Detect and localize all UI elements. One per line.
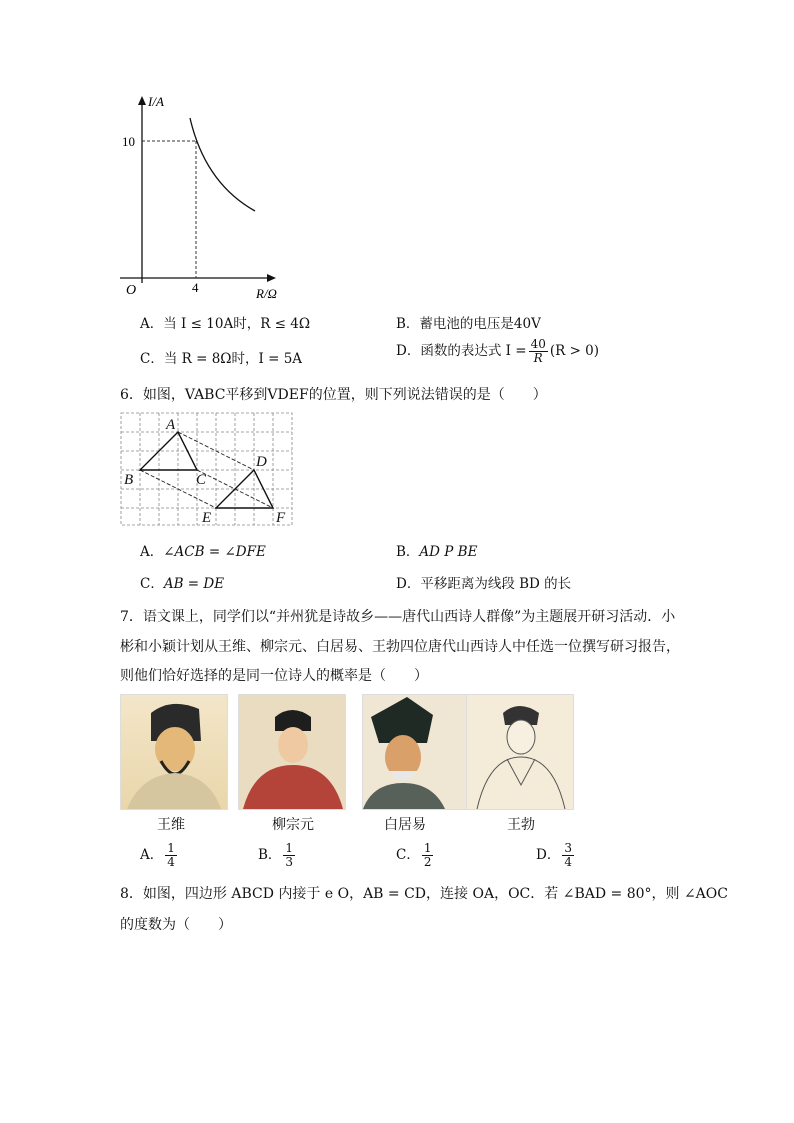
translation-grid-figure — [118, 410, 298, 530]
portrait-bai-juyi — [362, 694, 470, 810]
q7-option-a[interactable] — [140, 842, 179, 869]
option-letter: A． — [140, 544, 164, 560]
option-letter: D． — [396, 576, 421, 592]
q7-option-b[interactable] — [258, 842, 297, 869]
option-letter: B． — [396, 316, 420, 332]
option-text: 当 R = 8Ω时，I = 5A — [163, 351, 303, 367]
poet-name-1: 王维 — [157, 817, 185, 833]
current-resistance-graph — [110, 88, 310, 303]
q5-option-c[interactable] — [140, 347, 302, 367]
option-letter: A． — [140, 316, 164, 332]
origin-label: O — [126, 283, 137, 298]
portrait-liu-zongyuan — [238, 694, 346, 810]
q7-stem-line1: 7．语文课上，同学们以“并州犹是诗故乡——唐代山西诗人群像”为主题展开研习活动．小 — [120, 609, 676, 625]
poet-name-4: 王勃 — [507, 817, 535, 833]
portrait-wang-bo — [466, 694, 574, 810]
q8-stem-line1: 8．如图，四边形 ABCD 内接于 e O，AB = CD，连接 OA，OC．若 ∠BAD = 80°，则 ∠AOC — [120, 886, 728, 902]
option-letter: D． — [536, 847, 561, 863]
inverse-curve — [190, 118, 255, 211]
y-tick-label: 10 — [122, 134, 135, 149]
q7-stem-line3: 则他们恰好选择的是同一位诗人的概率是（ ） — [120, 668, 428, 684]
q5-option-a[interactable] — [140, 312, 310, 332]
wang-wei-illustration — [121, 695, 227, 809]
option-text-suffix: (R > 0) — [549, 343, 600, 359]
triangle-def — [216, 470, 273, 508]
fraction-numerator: 3 — [564, 841, 572, 855]
x-axis-label: R/Ω — [256, 286, 277, 301]
fraction-numerator: 1 — [285, 841, 294, 855]
portrait-wang-wei — [120, 694, 228, 810]
fraction-numerator: 40 — [530, 337, 546, 351]
y-axis-arrow — [138, 96, 146, 105]
poet-name-3: 白居易 — [384, 817, 426, 833]
option-text: 函数的表达式 I = — [420, 343, 527, 359]
option-text: ∠ACB = ∠DFE — [163, 544, 266, 560]
option-letter: C． — [140, 576, 164, 592]
fraction-denominator: 4 — [167, 855, 175, 869]
x-tick-label: 4 — [192, 280, 199, 295]
q8-stem-line2: 的度数为（ ） — [120, 917, 232, 933]
option-text: AD P BE — [419, 544, 478, 560]
q7-option-d[interactable] — [536, 842, 576, 869]
label-b: B — [124, 472, 134, 488]
wang-bo-illustration — [467, 695, 573, 809]
option-letter: C． — [140, 351, 164, 367]
fraction — [529, 338, 548, 365]
y-axis-label: I/A — [148, 94, 164, 109]
fraction-denominator: 4 — [564, 855, 572, 869]
label-c: C — [196, 472, 207, 488]
label-a: A — [166, 417, 176, 433]
fraction-denominator: R — [533, 351, 543, 365]
q7-stem-line2: 彬和小颖计划从王维、柳宗元、白居易、王勃四位唐代山西诗人中任选一位撰写研习报告， — [120, 639, 680, 655]
fraction-numerator: 1 — [423, 841, 432, 855]
q6-option-d[interactable] — [396, 572, 571, 592]
q6-option-b[interactable] — [396, 540, 477, 560]
option-text: 平移距离为线段 BD 的长 — [420, 576, 572, 592]
q6-stem: 6．如图，VABC平移到VDEF的位置，则下列说法错误的是（ ） — [120, 387, 547, 403]
q6-option-a[interactable] — [140, 540, 266, 560]
fraction — [165, 842, 177, 869]
label-d: D — [256, 454, 267, 470]
option-letter: B． — [258, 847, 282, 863]
option-letter: B． — [396, 544, 420, 560]
fraction-denominator: 2 — [423, 855, 432, 869]
q5-option-d[interactable] — [396, 338, 599, 365]
fraction — [562, 842, 574, 869]
q7-option-c[interactable] — [396, 842, 435, 869]
q6-option-c[interactable] — [140, 572, 224, 592]
option-text: 蓄电池的电压是40V — [419, 316, 541, 332]
option-letter: D． — [396, 343, 421, 359]
option-letter: C． — [396, 847, 420, 863]
fraction — [283, 842, 295, 869]
fraction-denominator: 3 — [285, 855, 294, 869]
option-text: 当 I ≤ 10A时，R ≤ 4Ω — [163, 316, 311, 332]
bai-juyi-illustration — [363, 695, 445, 809]
label-e: E — [202, 510, 212, 526]
q5-option-b[interactable] — [396, 312, 541, 332]
poet-name-2: 柳宗元 — [272, 817, 314, 833]
x-axis-arrow — [267, 274, 276, 282]
option-letter: A． — [140, 847, 164, 863]
fraction — [422, 842, 434, 869]
fraction-numerator: 1 — [167, 841, 175, 855]
option-text: AB = DE — [163, 576, 225, 592]
label-f: F — [276, 510, 286, 526]
liu-zongyuan-illustration — [239, 695, 345, 809]
